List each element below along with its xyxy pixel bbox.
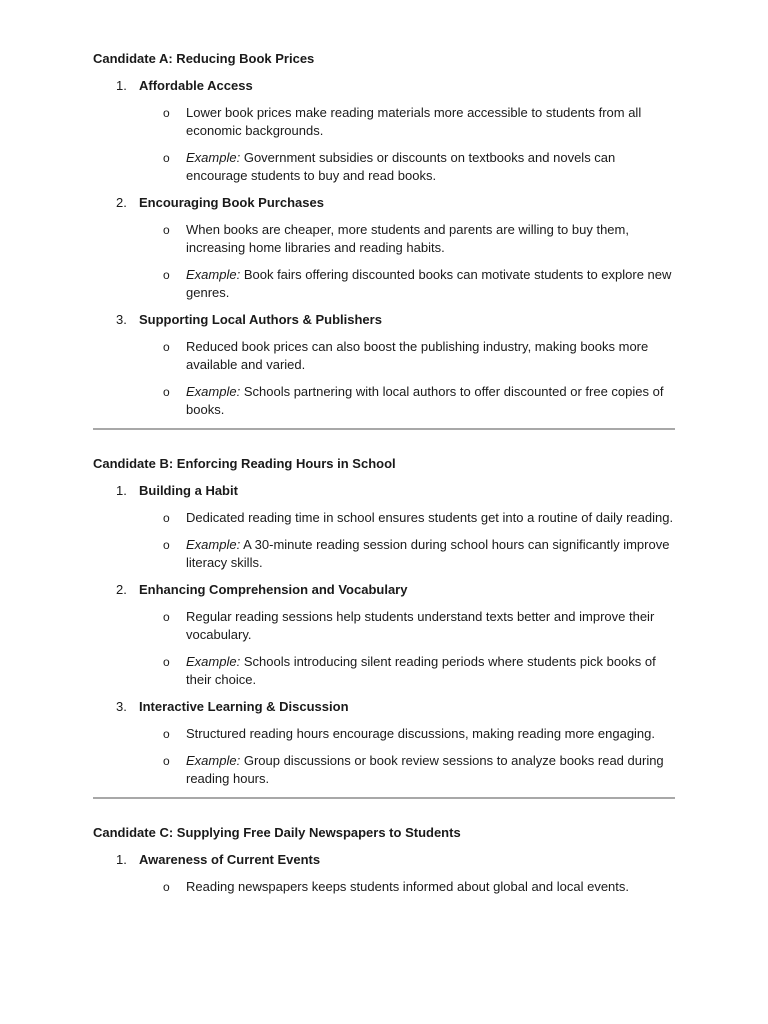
bullet-icon: o [163,385,170,399]
bullet-item [93,509,675,527]
section-candidate-a [93,50,675,419]
bullet-icon: o [163,151,170,165]
item-number: 1. [116,78,127,93]
example-label: Example: [186,654,241,669]
list-item [93,77,675,185]
section-title: Candidate B: Enforcing Reading Hours in School [93,456,396,471]
section-candidate-b [93,455,675,788]
bullet-item [93,266,675,302]
bullet-text: Example: Government subsidies or discounts on textbooks and novels can encourage students to buy and read books. [186,150,616,183]
example-label: Example: [186,753,241,768]
section-candidate-c [93,824,675,896]
list-item [93,194,675,302]
bullet-item [93,383,675,419]
bullet-item [93,338,675,374]
item-heading: Affordable Access [139,78,253,93]
list-item [93,698,675,788]
item-number: 2. [116,195,127,210]
bullet-item [93,536,675,572]
bullet-text: Reading newspapers keeps students informed about global and local events. [186,879,630,894]
bullet-icon: o [163,655,170,669]
document-page [93,50,675,905]
item-number: 3. [116,699,127,714]
bullet-icon: o [163,727,170,741]
item-heading: Building a Habit [139,483,238,498]
section-divider [93,428,675,430]
bullet-icon: o [163,106,170,120]
example-label: Example: [186,267,241,282]
bullet-text: Lower book prices make reading materials more accessible to students from all economic backgrounds. [186,105,642,138]
item-heading: Encouraging Book Purchases [139,195,324,210]
section-title: Candidate C: Supplying Free Daily Newspapers to Students [93,825,461,840]
bullet-item [93,752,675,788]
item-number: 2. [116,582,127,597]
list-item [93,581,675,689]
example-label: Example: [186,150,241,165]
item-heading: Awareness of Current Events [139,852,321,867]
bullet-text: Example: Group discussions or book review sessions to analyze books read during reading hours. [186,753,664,786]
bullet-text: Example: A 30-minute reading session during school hours can significantly improve literacy skills. [186,537,670,570]
bullet-item [93,653,675,689]
bullet-text: When books are cheaper, more students and parents are willing to buy them, increasing home libraries and reading habits. [186,222,629,255]
list-item [93,851,675,896]
bullet-icon: o [163,754,170,768]
bullet-text: Structured reading hours encourage discussions, making reading more engaging. [186,726,656,741]
item-number: 1. [116,852,127,867]
list-item [93,482,675,572]
bullet-icon: o [163,340,170,354]
bullet-text: Example: Book fairs offering discounted books can motivate students to explore new genres. [186,267,672,300]
bullet-item [93,608,675,644]
bullet-icon: o [163,880,170,894]
item-heading: Supporting Local Authors & Publishers [139,312,382,327]
item-heading: Interactive Learning & Discussion [139,699,349,714]
bullet-icon: o [163,511,170,525]
bullet-item [93,878,675,896]
bullet-icon: o [163,538,170,552]
item-heading: Enhancing Comprehension and Vocabulary [139,582,408,597]
example-label: Example: [186,537,241,552]
bullet-item [93,104,675,140]
example-label: Example: [186,384,241,399]
bullet-item [93,221,675,257]
section-title: Candidate A: Reducing Book Prices [93,51,315,66]
list-item [93,311,675,419]
bullet-text: Dedicated reading time in school ensures students get into a routine of daily reading. [186,510,674,525]
item-number: 1. [116,483,127,498]
bullet-icon: o [163,610,170,624]
bullet-text: Example: Schools introducing silent reading periods where students pick books of their choice. [186,654,656,687]
section-divider [93,797,675,799]
bullet-icon: o [163,223,170,237]
bullet-text: Reduced book prices can also boost the publishing industry, making books more available and varied. [186,339,649,372]
bullet-text: Example: Schools partnering with local authors to offer discounted or free copies of books. [186,384,664,417]
bullet-item [93,149,675,185]
bullet-icon: o [163,268,170,282]
bullet-text: Regular reading sessions help students understand texts better and improve their vocabulary. [186,609,655,642]
bullet-item [93,725,675,743]
item-number: 3. [116,312,127,327]
